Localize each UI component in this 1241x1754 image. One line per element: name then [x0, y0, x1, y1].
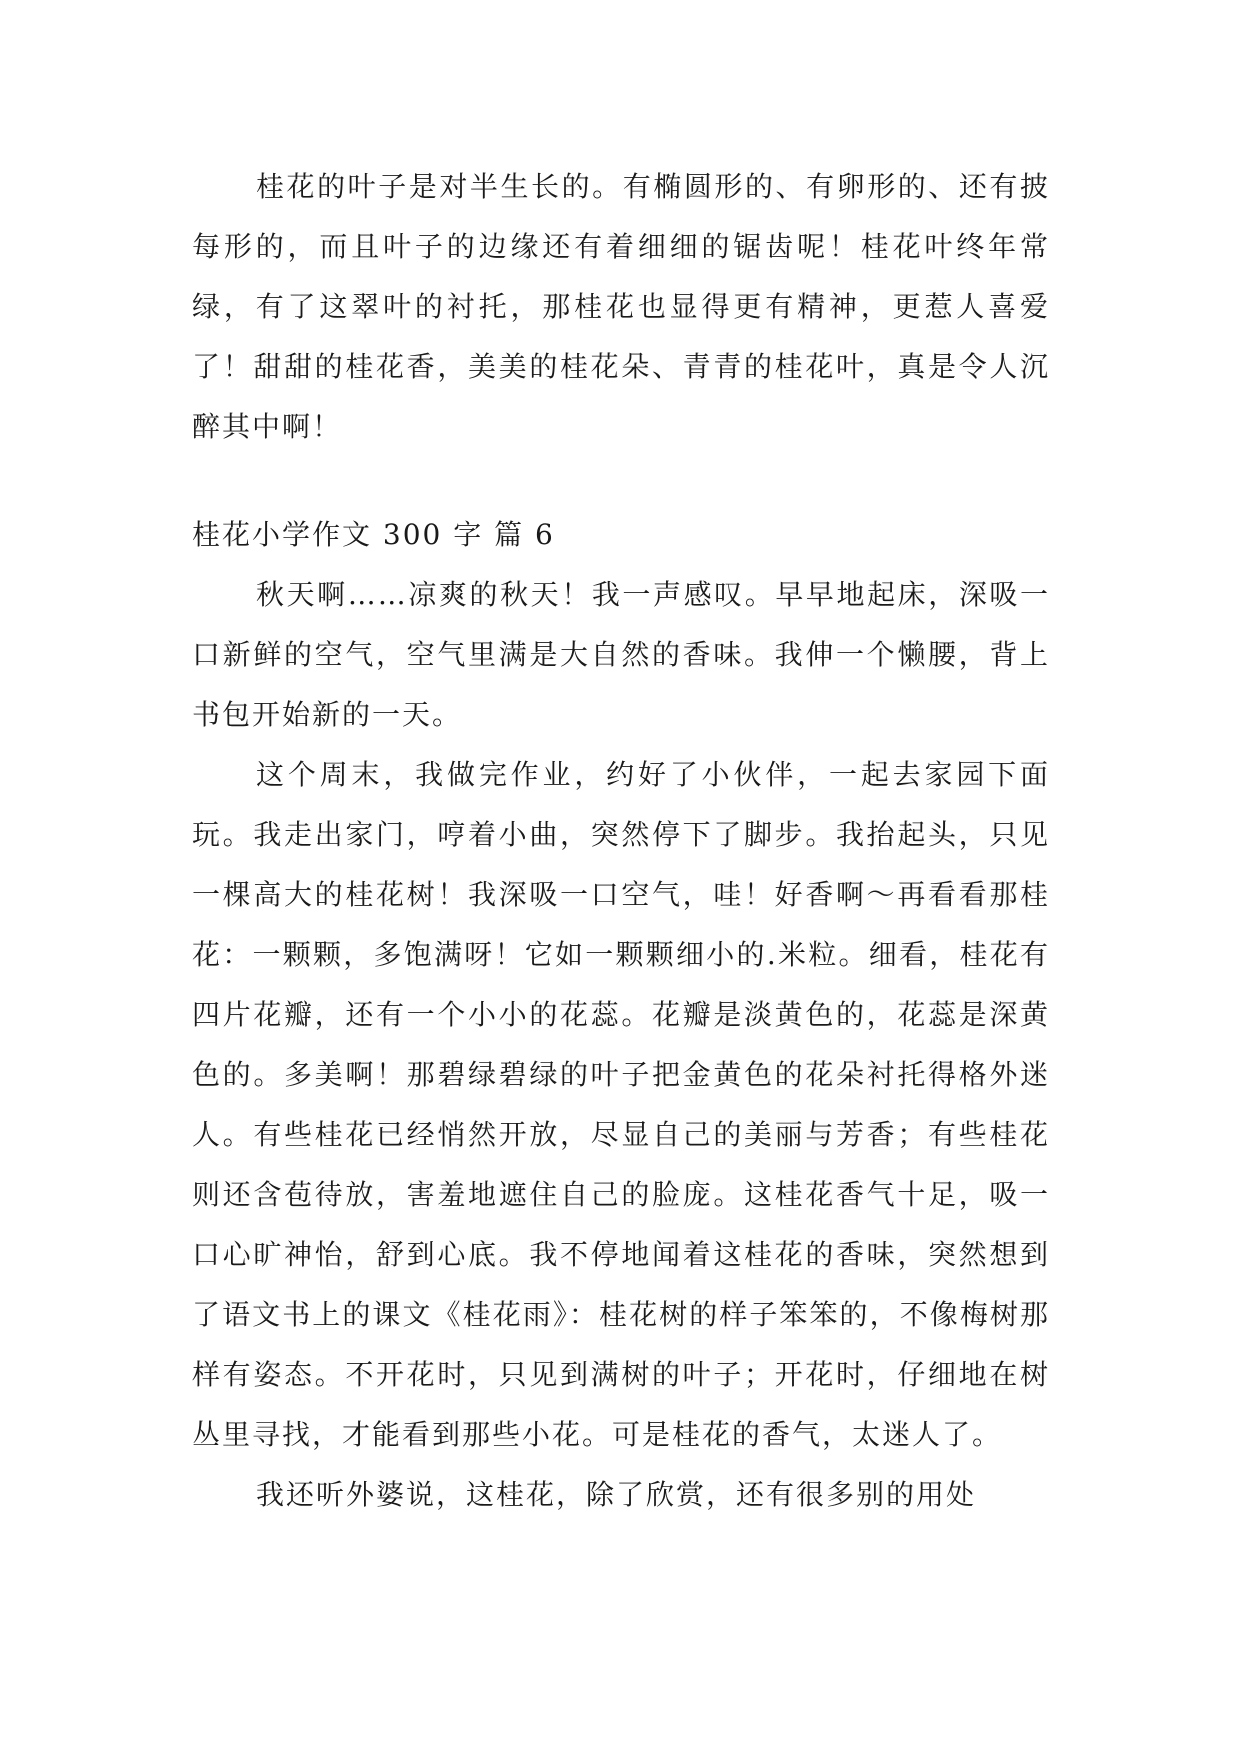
paragraph-2: 这个周末，我做完作业，约好了小伙伴，一起去家园下面玩。我走出家门，哼着小曲，突然停下了脚步。我抬起头，只见一棵高大的桂花树！我深吸一口空气，哇！好香啊～再看看那桂花：一颗颗，多饱满呀！它如一颗颗细小的.米粒。细看，桂花有四片花瓣，还有一个小小的花蕊。花瓣是淡黄色的，花蕊是深黄色的。多美啊！那碧绿碧绿的叶子把金黄色的花朵衬托得格外迷人。有些桂花已经悄然开放，尽显自己的美丽与芳香；有些桂花则还含苞待放，害羞地遮住自己的脸庞。这桂花香气十足，吸一口心旷神怡，舒到心底。我不停地闻着这桂花的香味，突然想到了语文书上的课文《桂花雨》：桂花树的样子笨笨的，不像梅树那样有姿态。不开花时，只见到满树的叶子；开花时，仔细地在树丛里寻找，才能看到那些小花。可是桂花的香气，太迷人了。	[192, 758, 1050, 1451]
paragraph-1: 秋天啊……凉爽的秋天！我一声感叹。早早地起床，深吸一口新鲜的空气，空气里满是大自然的香味。我伸一个懒腰，背上书包开始新的一天。	[192, 578, 1050, 731]
section-title: 桂花小学作文 300 字 篇 6	[192, 518, 555, 551]
essay-body	[192, 565, 1050, 1525]
paragraph-3: 我还听外婆说，这桂花，除了欣赏，还有很多别的用处	[256, 1478, 977, 1511]
intro-text-block	[192, 157, 1050, 457]
intro-paragraph: 桂花的叶子是对半生长的。有椭圆形的、有卵形的、还有披每形的，而且叶子的边缘还有着细细的锯齿呢！桂花叶终年常绿，有了这翠叶的衬托，那桂花也显得更有精神，更惹人喜爱了！甜甜的桂花香，美美的桂花朵、青青的桂花叶，真是令人沉醉其中啊！	[192, 170, 1050, 443]
